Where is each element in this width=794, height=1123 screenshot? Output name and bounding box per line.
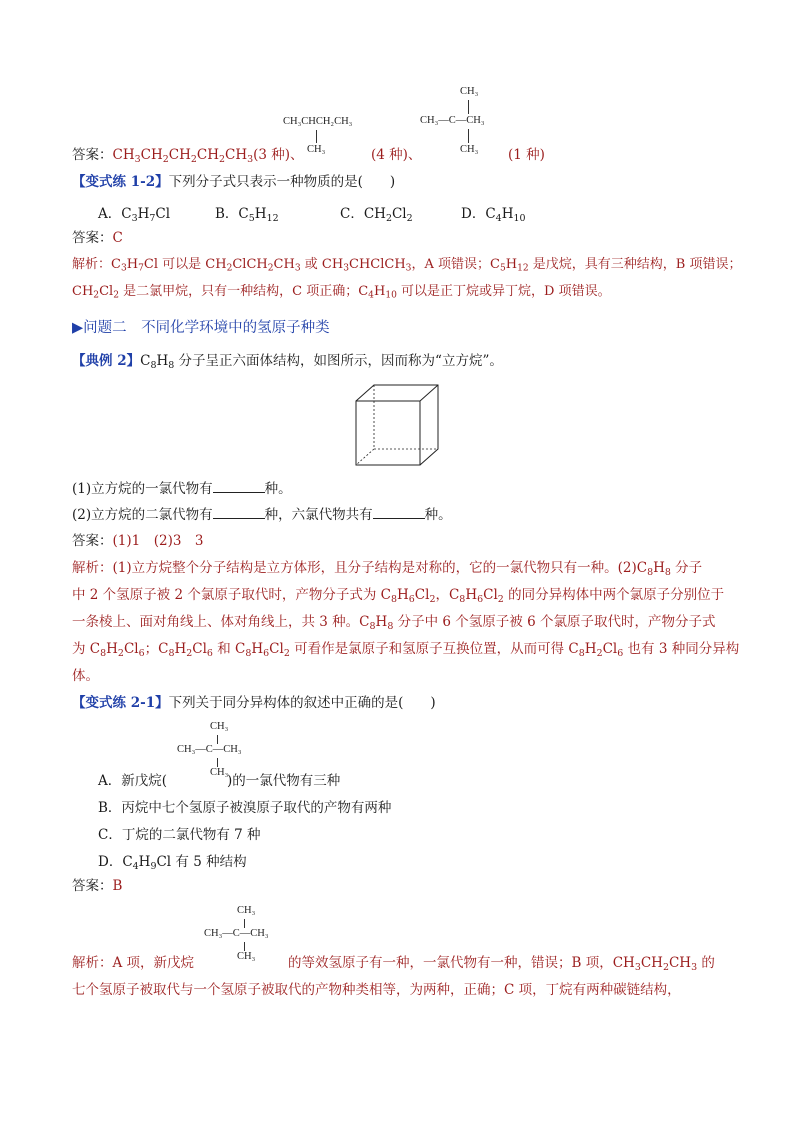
example-2-q1: (1)立方烷的一氯代物有 种。: [72, 481, 292, 497]
example-2-q2: (2)立方烷的二氯代物有 种，六氯代物共有 种。: [72, 507, 452, 523]
variant-1-2-question: 【变式练 1-2】下列分子式只表示一种物质的是( ): [72, 174, 396, 190]
neopentane-bond-top: [468, 100, 469, 114]
answer-label: 答案：: [72, 147, 113, 163]
isopentane-bond: [316, 130, 317, 143]
cube-top-right-edges: [356, 385, 438, 465]
neopentane-option-bond-bottom: [217, 758, 218, 767]
example-2-intro: 【典例 2】$C_8H_8$ 分子呈正六面体结构，如图所示，因而称为“立方烷”。: [72, 353, 503, 371]
variant-2-1-question: 【变式练 2-1】下列关于同分异构体的叙述中正确的是( ): [72, 695, 436, 711]
neopentane-expl-bond-top: [244, 919, 245, 928]
neopentane-top: CH₃: [460, 86, 479, 97]
neopentane-bottom: CH₃: [460, 144, 479, 155]
q1-blank[interactable]: [213, 480, 265, 493]
example-2-explanation-4: 为 $C_8H_2Cl_6$；$C_8H_2Cl_6$ 和 $C_8H_6Cl_2$ 可看作是氯原子和氢原子互换位置，从而可得 $C_8H_2Cl_6$ 也有 3 种同分异构: [72, 641, 740, 659]
cube-front-face: [356, 401, 420, 465]
variant-2-1-option-c: C．丁烷的二氯代物有 7 种: [98, 827, 261, 843]
variant-1-2-option-a: A．$C_3H_7Cl$: [98, 206, 171, 224]
variant-1-2-answer: 答案：C: [72, 230, 123, 246]
variant-2-1-option-b: B．丙烷中七个氢原子被溴原子取代的产物有两种: [98, 800, 392, 816]
neopentane-option-middle: CH₃—C—CH₃: [177, 744, 242, 755]
variant-1-2-explanation-2: $CH_2Cl_2$ 是二氯甲烷，只有一种结构，C 项正确；$C_4H_{10}$ 可以是正丁烷或异丁烷，D 项错误。: [72, 284, 611, 301]
neopentane-bond-bottom: [468, 129, 469, 143]
neopentane-expl-top: CH₃: [237, 905, 256, 916]
variant-1-2-option-b: B．$C_5H_{12}$: [215, 206, 279, 224]
isopentane-branch: CH₃: [307, 144, 326, 155]
example-2-explanation-2: 中 2 个氢原子被 2 个氯原子取代时，产物分子式为 $C_8H_6Cl_2$，$C_8H_6Cl_2$ 的同分异构体中两个氯原子分别位于: [72, 587, 725, 605]
variant-1-2-tag: 【变式练 1-2】: [72, 174, 169, 190]
variant-2-1-option-d: D．$C_4H_9Cl$ 有 5 种结构: [98, 854, 247, 872]
variant-1-2-explanation-1: 解析：$C_3H_7Cl$ 可以是 $CH_2ClCH_2CH_3$ 或 $CH_3CHClCH_3$，A 项错误；$C_5H_{12}$ 是戊烷，具有三种结构，B 项错误；: [72, 257, 742, 274]
isopentane-main-chain: CH₃CHCH₂CH₃: [283, 116, 353, 127]
variant-2-1-explanation-2: 七个氢原子被取代与一个氢原子被取代的产物种类相等，为两种，正确；C 项，丁烷有两种碳链结构，: [72, 982, 681, 998]
answer-1-line: [72, 146, 304, 164]
cube-top-right-corner-edge: [420, 385, 438, 401]
answer-1-formula: $CH_3CH_2CH_2CH_2CH_3(3$ 种)、: [112, 147, 304, 165]
example-2-answer: 答案：(1)1 (2)3 3: [72, 533, 204, 549]
q2-blank-2[interactable]: [373, 506, 425, 519]
variant-1-2-option-d: D．$C_4H_{10}$: [461, 206, 526, 224]
example-2-explanation-5: 体。: [72, 668, 99, 684]
variant-1-2-option-c: C．$CH_2Cl_2$: [340, 206, 413, 224]
example-2-explanation-1: 解析：(1)立方烷整个分子结构是立方体形，且分子结构是对称的，它的一氯代物只有一种。$(2)C_8H_8$ 分子: [72, 560, 703, 578]
section-marker-icon: ▶: [72, 320, 84, 336]
neopentane-expl-middle: CH₃—C—CH₃: [204, 928, 269, 939]
example-2-tag: 【典例 2】: [72, 353, 141, 369]
cube-hidden-diagonal: [356, 449, 374, 465]
answer-1-count2: (4 种)、: [371, 147, 422, 163]
example-2-explanation-3: 一条棱上、面对角线上、体对角线上，共 3 种。$C_8H_8$ 分子中 6 个氢原子被 6 个氯原子取代时，产物分子式: [72, 614, 716, 632]
answer-1-count3: (1 种): [508, 147, 545, 163]
section-2-heading: ▶问题二 不同化学环境中的氢原子种类: [72, 320, 330, 336]
variant-2-1-tag: 【变式练 2-1】: [72, 695, 169, 711]
neopentane-expl-bond-bottom: [244, 942, 245, 951]
variant-2-1-option-a: A．新戊烷( )的一氯代物有三种: [98, 773, 341, 789]
neopentane-option-bond-top: [217, 735, 218, 744]
neopentane-expl-bottom: CH₃: [237, 951, 256, 962]
variant-2-1-explanation-1b: 的等效氢原子有一种，一氯代物有一种，错误；B 项，$CH_3CH_2CH_3$ 的: [288, 955, 715, 973]
q2-blank-1[interactable]: [213, 506, 265, 519]
neopentane-option-bottom: CH₃: [210, 767, 229, 778]
neopentane-middle: CH₃—C—CH₃: [420, 115, 485, 126]
variant-2-1-explanation-1a: 解析：A 项，新戊烷: [72, 955, 195, 971]
cube-figure: [354, 383, 444, 467]
variant-2-1-answer: 答案：B: [72, 878, 123, 894]
neopentane-option-top: CH₃: [210, 721, 229, 732]
